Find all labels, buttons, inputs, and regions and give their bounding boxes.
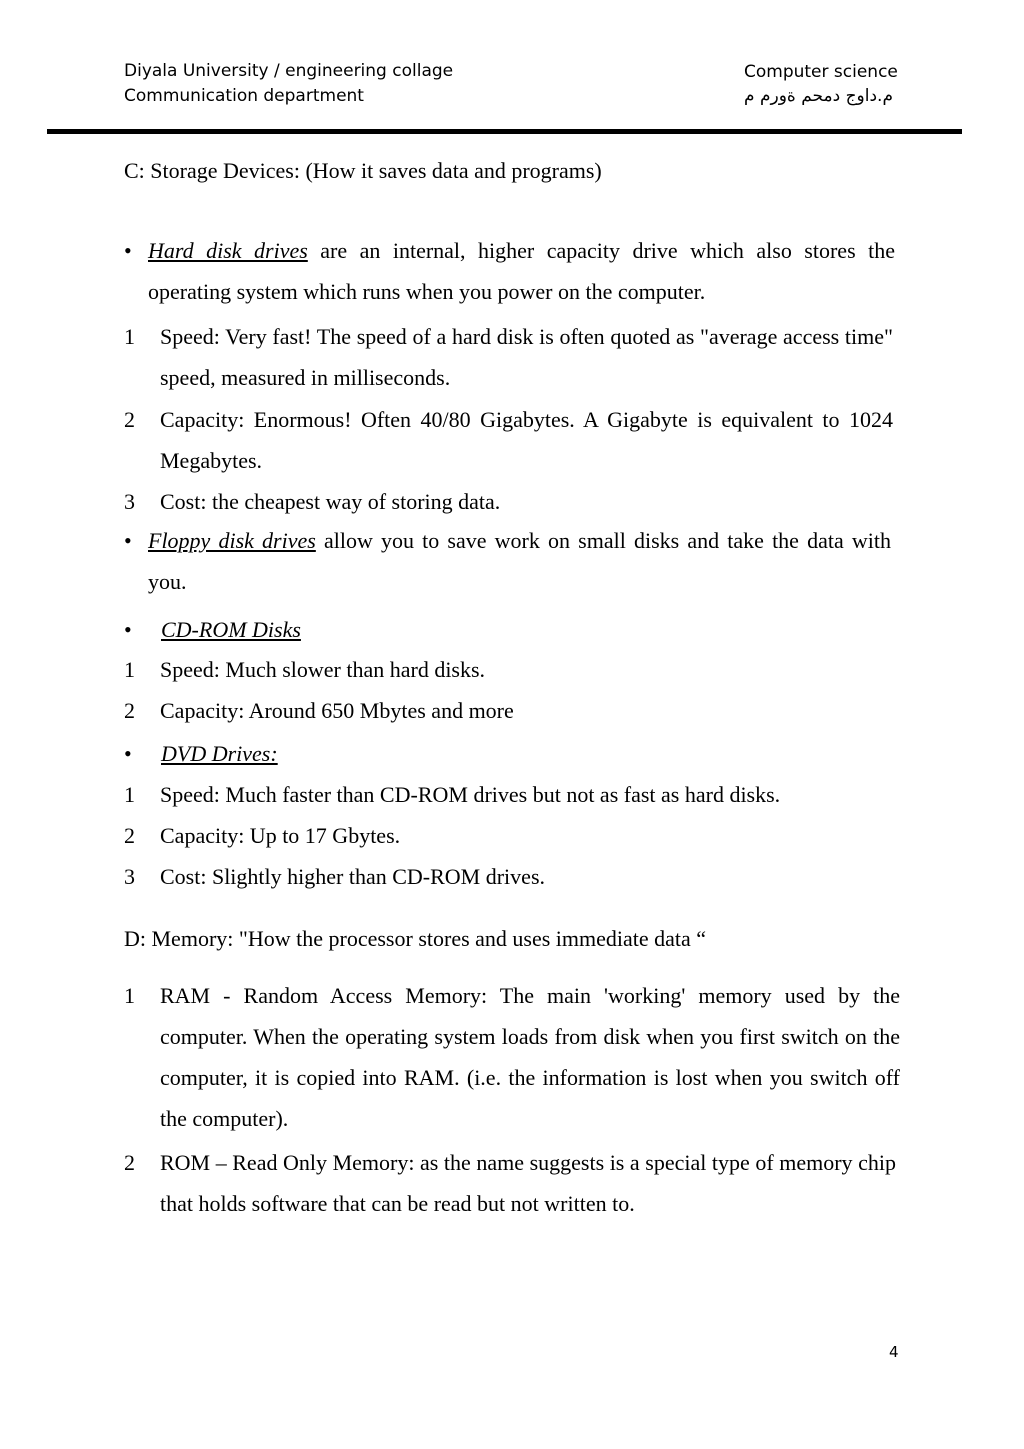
floppy-text: allow you to save work on small disks and take the data with you. bbox=[148, 528, 891, 594]
hdd-item-capacity: Capacity: Enormous! Often 40/80 Gigabytes. A Gigabyte is equivalent to 1024 Megabytes. bbox=[160, 407, 893, 473]
section-d-title: D: Memory: "How the processor stores and uses immediate data “ bbox=[124, 926, 707, 951]
floppy-bullet: • bbox=[124, 528, 132, 553]
dvd-item-cost: Cost: Slightly higher than CD-ROM drives. bbox=[160, 864, 545, 889]
cdrom-item-num: 1 bbox=[124, 657, 135, 682]
memory-item-rom: ROM – Read Only Memory: as the name suggests is a special type of memory chip that holds software that can be read but not written to. bbox=[160, 1150, 896, 1216]
cdrom-bullet: • bbox=[124, 617, 132, 642]
hdd-item-cost: Cost: the cheapest way of storing data. bbox=[160, 489, 501, 514]
dvd-bullet: • bbox=[124, 741, 132, 766]
dvd-item-capacity: Capacity: Up to 17 Gbytes. bbox=[160, 823, 401, 848]
cdrom-item-speed: Speed: Much slower than hard disks. bbox=[160, 657, 486, 682]
header-author: م.داوج دمحم ةورم م bbox=[744, 86, 893, 106]
header-department: Communication department bbox=[124, 86, 364, 106]
dvd-item-num: 2 bbox=[124, 823, 135, 848]
dvd-item-num: 3 bbox=[124, 864, 135, 889]
memory-item-num: 1 bbox=[124, 983, 135, 1008]
dvd-item-num: 1 bbox=[124, 782, 135, 807]
hdd-bullet: • bbox=[124, 238, 132, 263]
hdd-item-speed: Speed: Very fast! The speed of a hard disk is often quoted as "average access time" speed, measured in milliseconds. bbox=[160, 324, 893, 390]
hdd-item-num: 3 bbox=[124, 489, 135, 514]
header-institution: Diyala University / engineering collage bbox=[124, 61, 454, 81]
memory-item-ram: RAM - Random Access Memory: The main 'working' memory used by the computer. When the operating system loads from disk when you first switch on the computer, it is copied into RAM. (i.e. the information is lost when you switch off the computer). bbox=[160, 983, 900, 1131]
header-subject: Computer science bbox=[744, 62, 898, 82]
hdd-item-num: 2 bbox=[124, 407, 135, 432]
hdd-text: are an internal, higher capacity drive which also stores the operating system which runs when you power on the computer. bbox=[148, 238, 895, 304]
floppy-term: Floppy disk drives bbox=[148, 528, 316, 553]
dvd-term: DVD Drives: bbox=[161, 741, 278, 766]
cdrom-item-num: 2 bbox=[124, 698, 135, 723]
section-c-title: C: Storage Devices: (How it saves data and programs) bbox=[124, 158, 602, 183]
page-number: 4 bbox=[889, 1343, 899, 1361]
dvd-item-speed: Speed: Much faster than CD-ROM drives but not as fast as hard disks. bbox=[160, 782, 781, 807]
cdrom-item-capacity: Capacity: Around 650 Mbytes and more bbox=[160, 698, 514, 723]
hdd-item-num: 1 bbox=[124, 324, 135, 349]
header-divider bbox=[47, 129, 962, 134]
cdrom-term: CD-ROM Disks bbox=[161, 617, 301, 642]
hdd-term: Hard disk drives bbox=[148, 238, 308, 263]
hdd-paragraph bbox=[148, 230, 895, 312]
memory-item-num: 2 bbox=[124, 1150, 135, 1175]
floppy-paragraph bbox=[148, 520, 891, 602]
